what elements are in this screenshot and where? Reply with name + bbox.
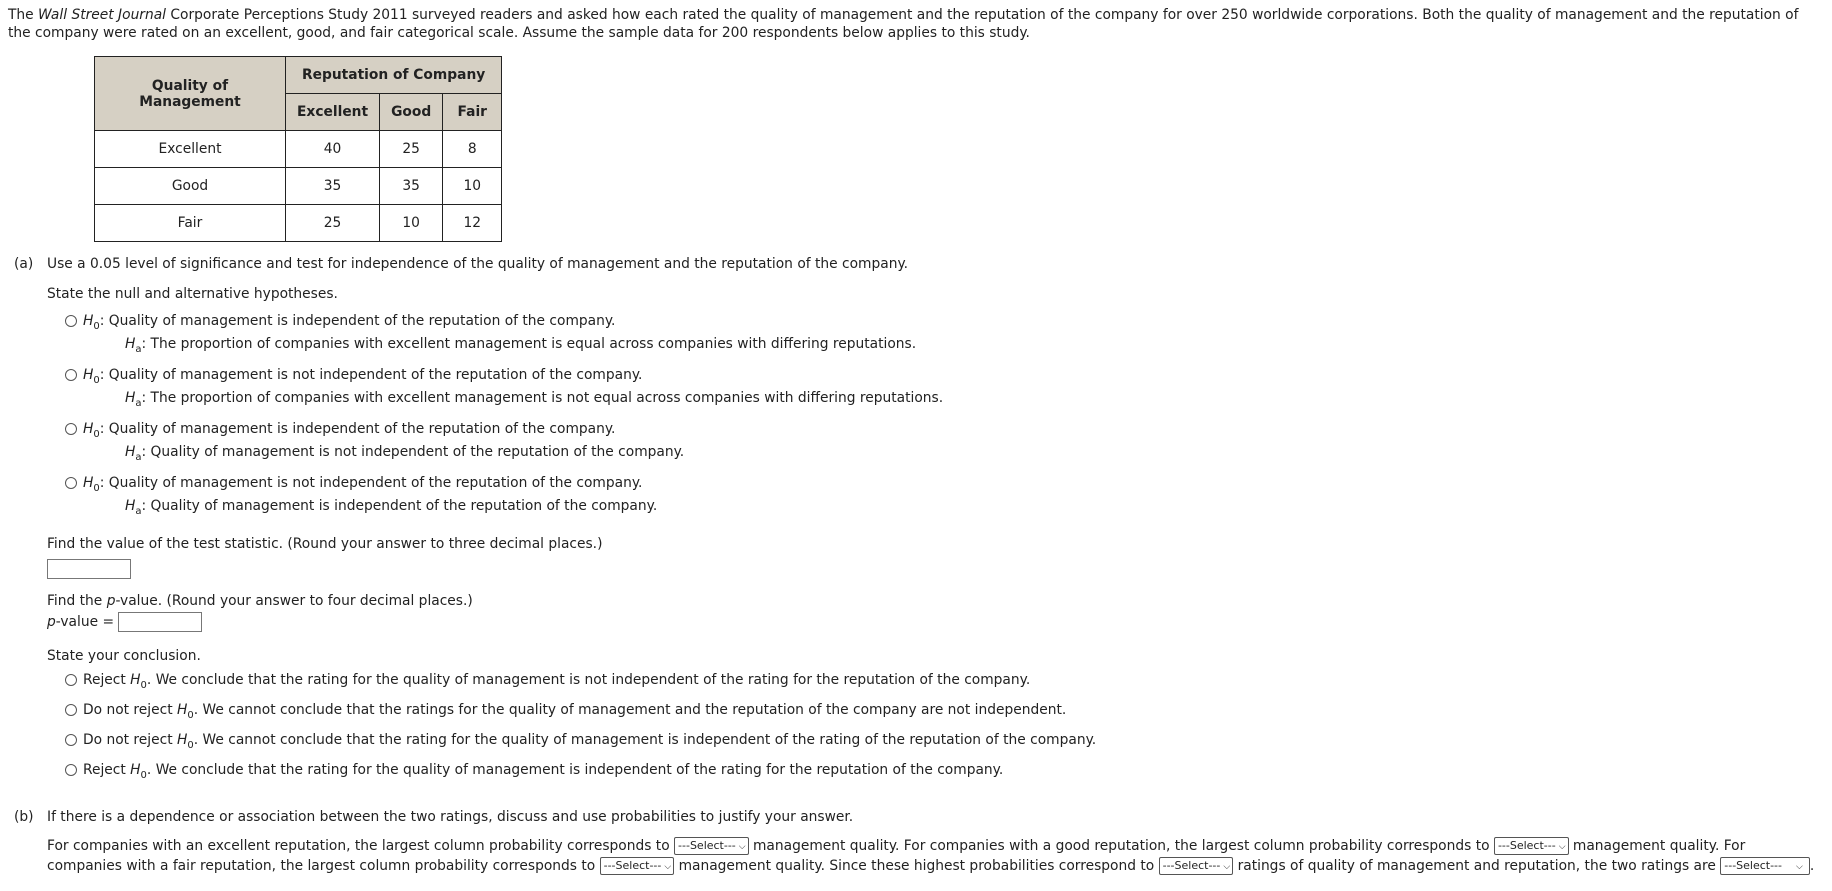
ha-line [125, 441, 684, 464]
h0-symbol: H [130, 672, 141, 688]
conclusion-prefix: Reject [83, 762, 131, 778]
h0-subscript: 0 [93, 483, 100, 494]
ha-symbol: H [125, 336, 136, 352]
h0-subscript: 0 [93, 321, 100, 332]
ha-symbol: H [125, 498, 136, 514]
table-cell: 35 [286, 168, 380, 205]
table-cell: 40 [286, 131, 380, 168]
p-value-input[interactable] [118, 612, 202, 632]
journal-name: Wall Street Journal [38, 7, 167, 23]
hypothesis-text [83, 310, 916, 356]
radio-button[interactable] [65, 369, 77, 381]
conclusion-prompt: State your conclusion. [47, 648, 201, 664]
ha-line [125, 333, 916, 356]
part-b-text: management quality. For companies with a good reputation, the largest column probability corresponds to [748, 838, 1494, 854]
h0-subscript: 0 [93, 429, 100, 440]
table-cell: 10 [443, 168, 502, 205]
ha-subscript: a [135, 344, 142, 355]
ha-line [125, 387, 943, 410]
part-a-question: Use a 0.05 level of significance and test for independence of the quality of management and the reputation of the company. [47, 256, 909, 272]
column-header: Good [380, 94, 443, 131]
contingency-table [94, 56, 502, 242]
conclusion-suffix: . We cannot conclude that the rating for the quality of management is independent of the rating of the reputation of the company. [193, 732, 1097, 748]
conclusion-suffix: . We conclude that the rating for the quality of management is independent of the rating for the reputation of the company. [146, 762, 1004, 778]
p-value-prompt [47, 593, 1824, 609]
part-b [8, 809, 1824, 876]
h0-subscript: 0 [187, 710, 194, 721]
row-label: Fair [95, 205, 286, 242]
table-row [95, 205, 502, 242]
table-cell: 12 [443, 205, 502, 242]
h0-symbol: H [177, 732, 188, 748]
column-header: Fair [443, 94, 502, 131]
p-value-label-p: p [47, 614, 56, 630]
h0-symbol: H [83, 475, 94, 491]
radio-button[interactable] [65, 315, 77, 327]
p-value-prompt-rest: -value. (Round your answer to four decimal places.) [115, 593, 473, 609]
table-cell: 8 [443, 131, 502, 168]
row-header: Quality of Management [95, 57, 286, 131]
part-b-text: management quality. Since these highest probabilities correspond to [674, 858, 1159, 874]
ha-statement: : The proportion of companies with excellent management is equal across companies with differing reputations. [141, 336, 917, 352]
p-value-label: -value = [55, 614, 115, 630]
h0-subscript: 0 [140, 770, 147, 781]
radio-button[interactable] [65, 477, 77, 489]
select-good-reputation[interactable] [1494, 837, 1569, 855]
part-a-label: (a) [14, 256, 34, 272]
hypothesis-text [83, 472, 657, 518]
p-value-prompt-start: Find the [47, 593, 107, 609]
conclusion-text [83, 757, 1003, 783]
hypothesis-option-1[interactable] [47, 310, 1824, 356]
hypothesis-option-3[interactable] [47, 418, 1824, 464]
radio-button[interactable] [65, 423, 77, 435]
select-ratings-relationship[interactable] [1720, 857, 1810, 875]
column-group-header: Reputation of Company [286, 57, 502, 94]
test-statistic-prompt: Find the value of the test statistic. (Round your answer to three decimal places.) [47, 536, 603, 552]
h0-subscript: 0 [187, 740, 194, 751]
ha-line [125, 495, 657, 518]
select-value: ---Select--- [678, 839, 736, 852]
hypothesis-text [83, 364, 943, 410]
radio-button[interactable] [65, 764, 77, 776]
part-b-label: (b) [14, 809, 34, 825]
intro-text-rest: Corporate Perceptions Study 2011 surveyed readers and asked how each rated the quality of management and the reputation of the company for over 250 worldwide corporations. Both the quality of management and the reputation of the company were rated on an excellent, good, and fair categorical scale. Assume the sample data for 200 respondents below applies to this study. [8, 7, 1799, 41]
h0-statement: : Quality of management is independent of the reputation of the company. [99, 421, 616, 437]
hypothesis-text [83, 418, 684, 464]
chevron-down-icon: ⌵ [1223, 862, 1231, 872]
h0-subscript: 0 [93, 375, 100, 386]
table-row [95, 168, 502, 205]
part-b-body [47, 809, 1824, 876]
conclusion-option-2[interactable] [47, 697, 1824, 723]
select-value: ---Select--- [1497, 839, 1556, 852]
ha-statement: : The proportion of companies with excellent management is not equal across companies with differing reputations. [141, 390, 944, 406]
hypothesis-option-2[interactable] [47, 364, 1824, 410]
h0-symbol: H [83, 421, 94, 437]
chevron-down-icon: ⌵ [1796, 862, 1803, 872]
p-italic: p [106, 593, 116, 609]
chevron-down-icon: ⌵ [1558, 842, 1566, 852]
hypotheses-prompt: State the null and alternative hypotheses. [47, 286, 338, 302]
part-b-text: For companies with an excellent reputation, the largest column probability corresponds to [47, 838, 675, 854]
radio-button[interactable] [65, 734, 77, 746]
column-header: Excellent [286, 94, 380, 131]
ha-subscript: a [135, 398, 142, 409]
table-cell: 25 [286, 205, 380, 242]
ha-symbol: H [125, 390, 136, 406]
h0-symbol: H [177, 702, 188, 718]
ha-statement: : Quality of management is not independent of the reputation of the company. [141, 444, 685, 460]
select-fair-reputation[interactable] [600, 857, 675, 875]
p-value-row [47, 612, 1824, 632]
table-row [95, 131, 502, 168]
intro-text-start: The [8, 7, 39, 23]
h0-statement: : Quality of management is independent of the reputation of the company. [99, 313, 616, 329]
part-b-paragraph [47, 836, 1824, 876]
table-cell: 10 [380, 205, 443, 242]
test-statistic-input[interactable] [47, 559, 131, 579]
conclusion-option-1[interactable] [47, 667, 1824, 693]
ha-subscript: a [135, 506, 142, 517]
h0-symbol: H [83, 313, 94, 329]
conclusion-option-3[interactable] [47, 727, 1824, 753]
ha-statement: : Quality of management is independent of the reputation of the company. [141, 498, 658, 514]
conclusion-prefix: Do not reject [83, 732, 177, 748]
select-value: ---Select--- [1162, 859, 1221, 872]
h0-symbol: H [83, 367, 94, 383]
table-header-row-1 [95, 57, 502, 94]
ha-subscript: a [135, 452, 142, 463]
part-a [8, 256, 1824, 783]
radio-button[interactable] [65, 704, 77, 716]
hypothesis-option-4[interactable] [47, 472, 1824, 518]
h0-statement: : Quality of management is not independent of the reputation of the company. [99, 367, 643, 383]
part-b-question: If there is a dependence or association between the two ratings, discuss and use probabilities to justify your answer. [47, 809, 854, 825]
chevron-down-icon: ⌵ [664, 862, 672, 872]
conclusion-prefix: Do not reject [83, 702, 177, 718]
select-excellent-reputation[interactable] [674, 837, 749, 855]
table-cell: 35 [380, 168, 443, 205]
conclusion-text [83, 697, 1066, 723]
part-b-text: . [1809, 858, 1815, 874]
part-a-body [47, 256, 1824, 783]
chevron-down-icon: ⌵ [738, 842, 746, 852]
intro-paragraph [8, 6, 1824, 42]
select-value: ---Select--- [1724, 859, 1782, 872]
conclusion-prefix: Reject [83, 672, 131, 688]
conclusion-suffix: . We cannot conclude that the ratings for the quality of management and the reputation of the company are not independent. [193, 702, 1067, 718]
conclusion-text [83, 727, 1096, 753]
h0-statement: : Quality of management is not independent of the reputation of the company. [99, 475, 643, 491]
part-b-text: management quality. For companies with a fair reputation, the largest column probability corresponds to [47, 838, 1746, 874]
h0-subscript: 0 [140, 680, 147, 691]
conclusion-suffix: . We conclude that the rating for the quality of management is not independent of the rating for the reputation of the company. [146, 672, 1031, 688]
row-label: Excellent [95, 131, 286, 168]
conclusion-text [83, 667, 1030, 693]
conclusion-option-4[interactable] [47, 757, 1824, 783]
select-value: ---Select--- [603, 859, 662, 872]
part-b-text: ratings of quality of management and reputation, the two ratings are [1233, 858, 1721, 874]
h0-symbol: H [130, 762, 141, 778]
table-cell: 25 [380, 131, 443, 168]
radio-button[interactable] [65, 674, 77, 686]
test-statistic-row [47, 559, 1824, 579]
select-rating-correspondence[interactable] [1159, 857, 1234, 875]
ha-symbol: H [125, 444, 136, 460]
row-label: Good [95, 168, 286, 205]
